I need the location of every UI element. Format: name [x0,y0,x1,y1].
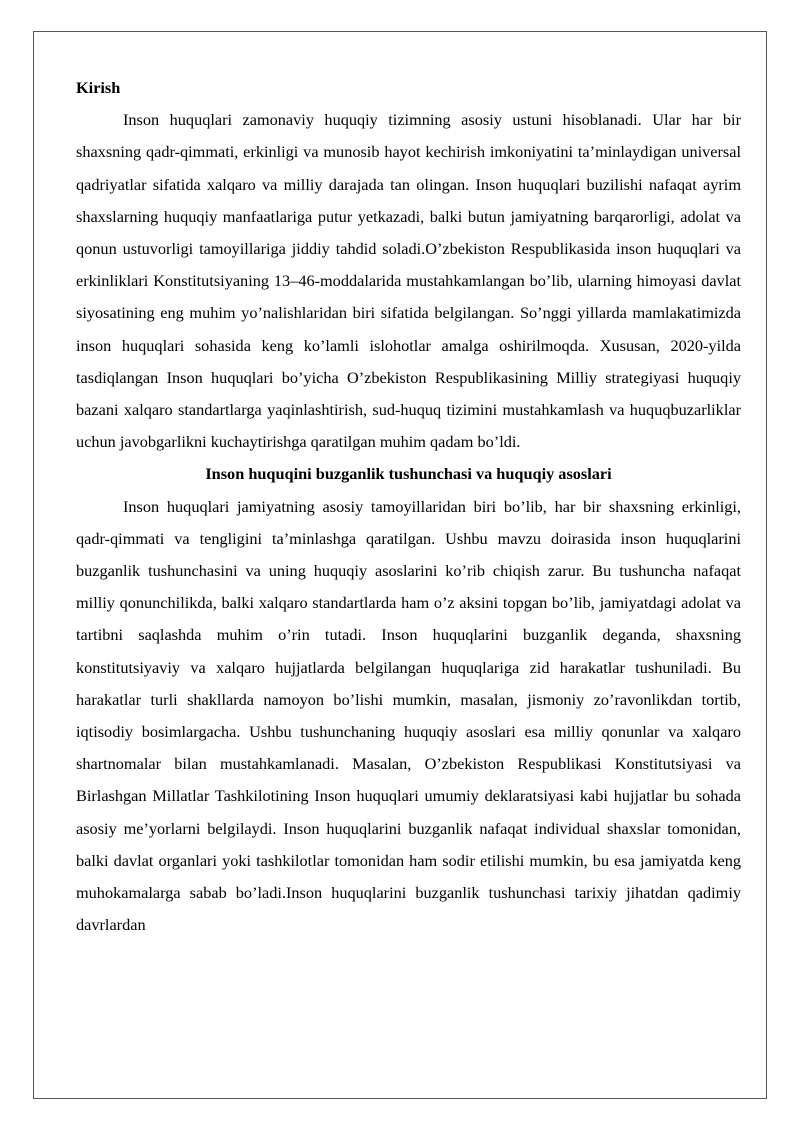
intro-heading: Kirish [76,78,121,97]
section-paragraph: Inson huquqlari jamiyatning asosiy tamoyillaridan biri bo’lib, har bir shaxsning erkinligi, qadr-qimmati va tengligini ta’minlashga qaratilgan. Ushbu mavzu doirasida inson huquqlarini buzganlik tushunchasini va uning huquqiy asoslarini ko’rib chiqish zarur. Bu tushuncha nafaqat milliy qonunchilikda, balki xalqaro standartlarda ham o’z aksini topgan bo’lib, jamiyatdagi adolat va tartibni saqlashda muhim o’rin tutadi. Inson huquqlarini buzganlik deganda, shaxsning konstitutsiyaviy va xalqaro hujjatlarda belgilangan huquqlariga zid harakatlar tushuniladi. Bu harakatlar turli shakllarda namoyon bo’lishi mumkin, masalan, jismoniy zo’ravonlikdan tortib, iqtisodiy bosimlargacha. Ushbu tushunchaning huquqiy asoslari esa milliy qonunlar va xalqaro shartnomalar bilan mustahkamlanadi. Masalan, O’zbekiston Respublikasi Konstitutsiyasi va Birlashgan Millatlar Tashkilotining Inson huquqlari umumiy deklaratsiyasi kabi hujjatlar bu sohada asosiy me’yorlarni belgilaydi. Inson huquqlarini buzganlik nafaqat individual shaxslar tomonidan, balki davlat organlari yoki tashkilotlar tomonidan ham sodir etilishi mumkin, bu esa jamiyatda keng muhokamalarga sabab bo’ladi.Inson huquqlarini buzganlik tushunchasi tarixiy jihatdan qadimiy davrlardan [76,496,741,935]
document-body [76,72,741,941]
intro-paragraph: Inson huquqlari zamonaviy huquqiy tizimning asosiy ustuni hisoblanadi. Ular har bir shaxsning qadr-qimmati, erkinligi va munosib hayot kechirish imkoniyatini ta’minlaydigan universal qadriyatlar sifatida xalqaro va milliy darajada tan olingan. Inson huquqlari buzilishi nafaqat ayrim shaxslarning huquqiy manfaatlariga putur yetkazadi, balki butun jamiyatning barqarorligi, adolat va qonun ustuvorligi tamoyillariga jiddiy tahdid soladi.O’zbekiston Respublikasida inson huquqlari va erkinliklari Konstitutsiyaning 13–46-moddalarida mustahkamlangan bo’lib, ularning himoyasi davlat siyosatining eng muhim yo’nalishlaridan biri sifatida belgilangan. So’nggi yillarda mamlakatimizda inson huquqlari sohasida keng ko’lamli islohotlar amalga oshirilmoqda. Xususan, 2020-yilda tasdiqlangan Inson huquqlari bo’yicha O’zbekiston Respublikasining Milliy strategiyasi huquqiy bazani xalqaro standartlarga yaqinlashtirish, sud-huquq tizimini mustahkamlash va huquqbuzarliklar uchun javobgarlikni kuchaytirishga qaratilgan muhim qadam bo’ldi. [76,110,741,452]
section-heading: Inson huquqini buzganlik tushunchasi va huquqiy asoslari [205,464,612,484]
